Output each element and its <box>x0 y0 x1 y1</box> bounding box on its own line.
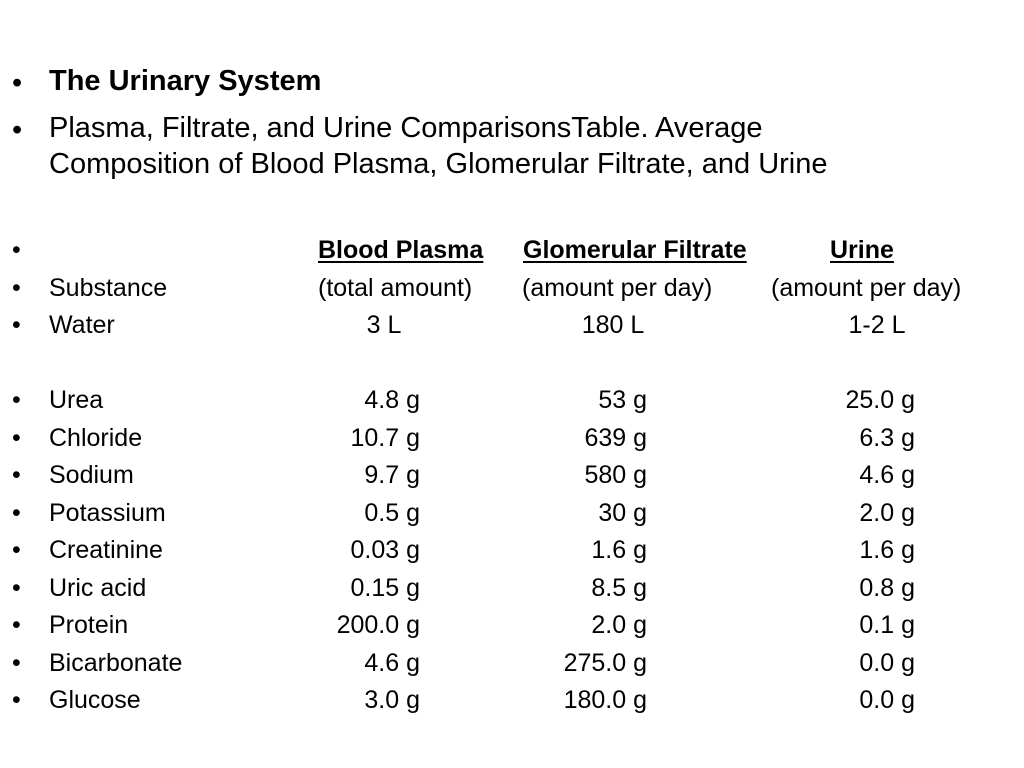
water-filtrate: 180 L <box>581 311 645 339</box>
header-blood-plasma: Blood Plasma <box>318 236 484 264</box>
bullet: • <box>12 67 23 99</box>
header-glomerular-filtrate: Glomerular Filtrate <box>523 236 747 264</box>
bullet: • <box>12 574 21 602</box>
bullet: • <box>12 499 21 527</box>
plasma-value: 10.7 g <box>350 424 420 452</box>
filtrate-value: 8.5 g <box>591 574 647 602</box>
plasma-value: 0.5 g <box>364 499 420 527</box>
plasma-value: 0.03 g <box>350 536 420 564</box>
filtrate-value: 1.6 g <box>591 536 647 564</box>
filtrate-value: 639 g <box>584 424 647 452</box>
bullet: • <box>12 461 21 489</box>
plasma-value: 4.6 g <box>364 649 420 677</box>
urine-value: 0.0 g <box>859 686 915 714</box>
filtrate-value: 53 g <box>598 386 647 414</box>
bullet: • <box>12 386 21 414</box>
subheader-plasma-unit: (total amount) <box>318 274 473 302</box>
subheader-substance: Substance <box>49 274 168 302</box>
substance-name: Bicarbonate <box>49 649 183 677</box>
plasma-value: 0.15 g <box>350 574 420 602</box>
substance-name: Creatinine <box>49 536 163 564</box>
bullet: • <box>12 424 21 452</box>
substance-name: Uric acid <box>49 574 147 602</box>
filtrate-value: 2.0 g <box>591 611 647 639</box>
bullet: • <box>12 236 21 264</box>
plasma-value: 9.7 g <box>364 461 420 489</box>
substance-name: Protein <box>49 611 129 639</box>
water-urine: 1-2 L <box>848 311 906 339</box>
subtitle-line-2: Composition of Blood Plasma, Glomerular Filtrate, and Urine <box>49 148 828 180</box>
plasma-value: 200.0 g <box>336 611 420 639</box>
water-plasma: 3 L <box>366 311 402 339</box>
bullet: • <box>12 649 21 677</box>
bullet: • <box>12 311 21 339</box>
urine-value: 0.0 g <box>859 649 915 677</box>
subtitle-line-1: Plasma, Filtrate, and Urine ComparisonsTable. Average <box>49 112 763 144</box>
substance-name: Glucose <box>49 686 141 714</box>
filtrate-value: 580 g <box>584 461 647 489</box>
subheader-urine-unit: (amount per day) <box>771 274 962 302</box>
plasma-value: 3.0 g <box>364 686 420 714</box>
filtrate-value: 180.0 g <box>563 686 647 714</box>
slide-title: The Urinary System <box>49 65 322 97</box>
urine-value: 0.8 g <box>859 574 915 602</box>
urine-value: 4.6 g <box>859 461 915 489</box>
urine-value: 1.6 g <box>859 536 915 564</box>
filtrate-value: 30 g <box>598 499 647 527</box>
bullet: • <box>12 274 21 302</box>
substance-name: Chloride <box>49 424 143 452</box>
plasma-value: 4.8 g <box>364 386 420 414</box>
header-urine: Urine <box>830 236 894 264</box>
bullet: • <box>12 536 21 564</box>
urine-value: 0.1 g <box>859 611 915 639</box>
substance-name: Sodium <box>49 461 134 489</box>
urine-value: 2.0 g <box>859 499 915 527</box>
water-name: Water <box>49 311 115 339</box>
bullet: • <box>12 114 23 146</box>
subheader-filtrate-unit: (amount per day) <box>522 274 713 302</box>
substance-name: Potassium <box>49 499 166 527</box>
urine-value: 6.3 g <box>859 424 915 452</box>
substance-name: Urea <box>49 386 104 414</box>
bullet: • <box>12 611 21 639</box>
urine-value: 25.0 g <box>845 386 915 414</box>
filtrate-value: 275.0 g <box>563 649 647 677</box>
bullet: • <box>12 686 21 714</box>
